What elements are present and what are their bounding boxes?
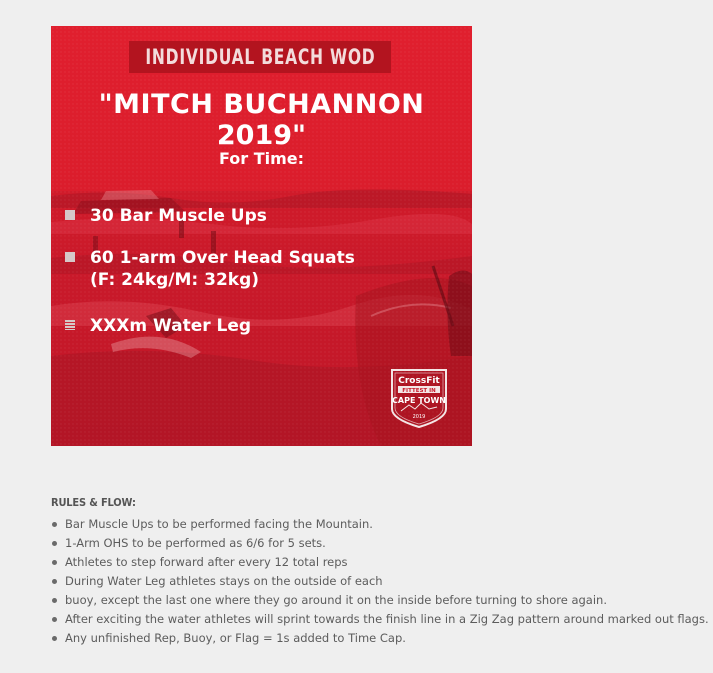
wod-format: For Time: [218,149,305,168]
badge-year: 2019 [412,414,426,420]
badge-brand: CrossFit [398,376,440,386]
rules-section [51,495,709,648]
wod-poster [51,26,472,446]
rule-item: buoy, except the last one where they go around it on the inside before turning to shore again. [51,591,701,610]
wod-title-year: 2019" [216,120,307,151]
rule-item: During Water Leg athletes stays on the outside of each [51,572,701,591]
square-bullet-icon [65,210,75,220]
crossfit-cape-town-logo [389,367,449,429]
rules-list [51,515,709,648]
rules-heading: RULES & FLOW: [51,496,136,509]
badge-city: CAPE TOWN [392,396,446,405]
square-bullet-icon [65,252,75,262]
movement-text: 30 Bar Muscle Ups [90,206,267,226]
rule-item: Any unfinished Rep, Buoy, or Flag = 1s added to Time Cap. [51,629,701,648]
movement-item [65,205,267,227]
badge-tagline: FITTEST IN [402,388,436,394]
wod-title: "MITCH BUCHANNON [98,89,425,120]
rule-item: After exciting the water athletes will sprint towards the finish line in a Zig Zag pattern around marked out flags. [51,610,701,629]
movement-item [65,315,251,337]
movement-weights-text: (F: 24kg/M: 32kg) [90,270,260,290]
event-banner [129,41,391,73]
wave-bullet-icon [65,320,75,330]
movement-item [65,247,355,291]
event-banner-text: INDIVIDUAL BEACH WOD [144,45,376,69]
movement-text: 60 1-arm Over Head Squats [90,248,355,268]
rule-item: Bar Muscle Ups to be performed facing the Mountain. [51,515,701,534]
movement-text: XXXm Water Leg [90,316,252,336]
rule-item: Athletes to step forward after every 12 total reps [51,553,701,572]
rule-item: 1-Arm OHS to be performed as 6/6 for 5 sets. [51,534,701,553]
